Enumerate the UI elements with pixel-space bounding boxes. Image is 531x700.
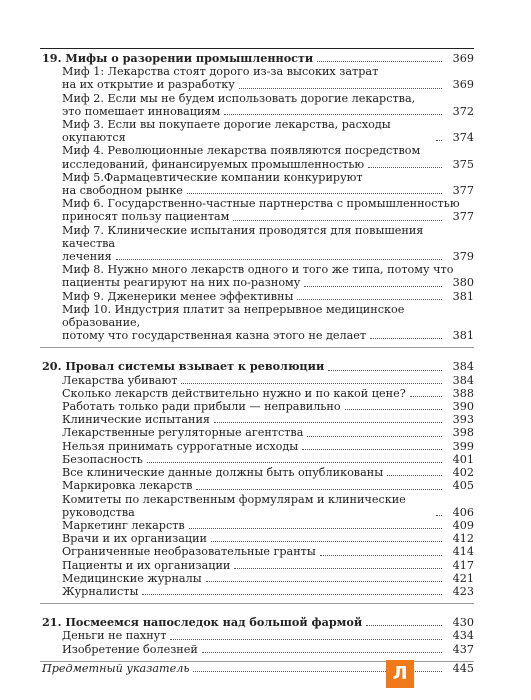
top-rule [40,48,474,49]
toc-chapter-entry [40,616,474,629]
toc-page-number: 402 [452,466,474,480]
toc-page-number: 384 [452,373,474,387]
toc-entry-title: Пациенты и их организации [62,558,231,572]
toc-entry-title: исследований, финансируемых промышленностью [62,157,365,171]
toc-entry [40,545,474,558]
dot-leader [211,541,442,542]
toc-entry-title: Нельзя принимать суррогатные исходы [62,439,299,453]
toc-entry-title: Журналисты [62,584,139,598]
dot-leader [116,259,442,260]
dot-leader [142,594,442,595]
dot-leader [196,489,442,490]
dot-leader [370,338,442,339]
toc-entry [40,303,474,329]
toc-page-number: 369 [452,78,474,92]
dot-leader [304,286,442,287]
toc-entry [40,78,474,91]
toc-entry [40,329,474,342]
dot-leader [328,370,442,371]
dot-leader [239,88,442,89]
toc-entry-title: Миф 5.Фармацевтические компании конкурируют [62,170,363,184]
dot-leader [436,515,442,516]
toc-entry [40,144,474,157]
toc-entry [40,250,474,263]
toc-entry [40,466,474,479]
toc-entry [40,92,474,105]
toc-entry-title: Все клинические данные должны быть опубликованы [62,466,384,480]
dot-leader [320,555,442,556]
toc-page-number: 381 [452,289,474,303]
toc-entry [40,440,474,453]
dot-leader [307,436,442,437]
toc-page-number: 434 [452,629,474,643]
toc-page-number: 377 [452,184,474,198]
toc-entry [40,493,474,519]
toc-entry-title: Миф 4. Революционные лекарства появляются посредством [62,144,421,158]
dot-leader [147,462,442,463]
toc-entry [40,413,474,426]
section-divider [40,347,474,348]
toc-entry [40,171,474,184]
toc-page-number: 405 [452,479,474,493]
toc-entry-title: Работать только ради прибыли — неправильно [62,400,341,414]
toc-entry-title: Миф 10. Индустрия платит за непрерывное медицинское образование, [62,302,405,330]
toc-entry [40,118,474,144]
toc-page-number: 384 [452,360,474,374]
toc-entry-title: 21. Посмеемся напоследок над большой фармой [42,615,363,630]
toc-entry [40,263,474,276]
dot-leader [214,422,442,423]
dot-leader [297,299,442,300]
dot-leader [368,167,442,168]
toc-entry-title: пациенты реагируют на них по-разному [62,276,301,290]
toc-entry-title: потому что государственная казна этого не делает [62,329,367,343]
dot-leader [317,61,442,62]
toc-page-number: 412 [452,532,474,546]
toc-entry [40,559,474,572]
dot-leader [345,409,442,410]
toc-entry-title: Безопасность [62,452,143,466]
toc-entry-title: 20. Провал системы взывает к революции [42,359,325,374]
toc-entry [40,572,474,585]
toc-entry-title: Миф 9. Дженерики менее эффективны [62,289,294,303]
dot-leader [224,114,442,115]
toc-entry [40,374,474,387]
toc-entry-title: это помешает инновациям [62,104,221,118]
toc-page-number: 372 [452,104,474,118]
dot-leader [187,193,442,194]
toc-entry [40,197,474,210]
toc-entry-title: Миф 6. Государственно-частные партнерства с промышленностью [62,197,460,211]
toc-entry-title: Деньги не пахнут [62,629,167,643]
toc-entry-title: Сколько лекарств действительно нужно и по какой цене? [62,386,406,400]
toc-entry [40,105,474,118]
toc-page-number: 393 [452,413,474,427]
toc-entry-title: Маркетинг лекарств [62,518,185,532]
toc-entry-title: Миф 2. Если мы не будем использовать дорогие лекарства, [62,91,416,105]
toc-entry-title: приносят пользу пациентам [62,210,230,224]
dot-leader [436,140,442,141]
toc-entry [40,158,474,171]
toc-page-number: 414 [452,545,474,559]
toc-entry-title: Клинические испытания [62,413,210,427]
toc-chapter-entry [40,52,474,65]
toc-page-number: 406 [452,505,474,519]
toc-entry-title: 19. Мифы о разорении промышленности [42,51,314,65]
toc-entry-title: на свободном рынке [62,184,183,198]
toc-entry [40,532,474,545]
dot-leader [387,475,442,476]
toc-entry-title: Врачи и их организации [62,532,208,546]
dot-leader [234,568,442,569]
toc-entry-title: Ограниченные необразовательные гранты [62,545,316,559]
toc-page-number: 374 [452,131,474,145]
table-of-contents [40,52,474,675]
toc-entry [40,643,474,656]
toc-entry-title: Лекарства убивают [62,373,178,387]
toc-entry [40,453,474,466]
toc-page-number: 417 [452,558,474,572]
dot-leader [366,625,442,626]
dot-leader [170,639,442,640]
toc-chapter-entry [40,360,474,373]
toc-entry [40,65,474,78]
toc-page-number: 409 [452,518,474,532]
toc-page-number: 430 [452,616,474,630]
toc-entry-title: Миф 8. Нужно много лекарств одного и того же типа, потому что [62,263,454,277]
toc-entry [40,629,474,642]
toc-page-number: 375 [452,157,474,171]
toc-page-number: 445 [452,661,474,675]
dot-leader [233,220,442,221]
toc-entry-title: Изобретение болезней [62,642,198,656]
toc-entry-title: Медицинские журналы [62,571,202,585]
toc-entry-title: Миф 1: Лекарства стоят дорого из-за высоких затрат [62,65,379,79]
toc-page-number: 423 [452,584,474,598]
dot-leader [181,383,442,384]
dot-leader [202,652,442,653]
toc-entry-title: Миф 7. Клинические испытания проводятся для повышения качества [62,223,424,250]
toc-entry [40,400,474,413]
toc-page-number: 381 [452,329,474,343]
toc-entry-title: Миф 3. Если вы покупаете дорогие лекарства, расходы окупаются [62,118,391,145]
toc-entry [40,276,474,289]
toc-entry-title: на их открытие и разработку [62,78,235,92]
toc-page-number: 401 [452,452,474,466]
toc-page-number: 369 [452,52,474,65]
dot-leader [206,581,442,582]
toc-page-number: 398 [452,426,474,440]
toc-entry [40,479,474,492]
toc-entry [40,519,474,532]
toc-entry [40,184,474,197]
toc-entry [40,387,474,400]
toc-page-number: 399 [452,439,474,453]
toc-page-number: 421 [452,571,474,585]
toc-entry-title: лечения [62,250,112,264]
dot-leader [410,396,442,397]
toc-entry [40,290,474,303]
section-divider [40,603,474,604]
toc-entry-title: Маркировка лекарств [62,479,193,493]
toc-entry-title: Предметный указатель [42,661,190,675]
toc-page-number: 390 [452,400,474,414]
toc-entry [40,224,474,250]
toc-page-number: 379 [452,250,474,264]
toc-entry [40,210,474,223]
dot-leader [189,528,442,529]
toc-entry-title: Лекарственные регуляторные агентства [62,426,304,440]
publisher-logo-icon: Л [386,660,414,688]
toc-page-number: 380 [452,276,474,290]
toc-page-number: 388 [452,386,474,400]
dot-leader [302,449,442,450]
toc-entry-title: Комитеты по лекарственным формулярам и клинические руководства [62,492,406,519]
toc-page-number: 377 [452,210,474,224]
toc-page-number: 437 [452,642,474,656]
toc-entry [40,426,474,439]
toc-entry [40,585,474,598]
